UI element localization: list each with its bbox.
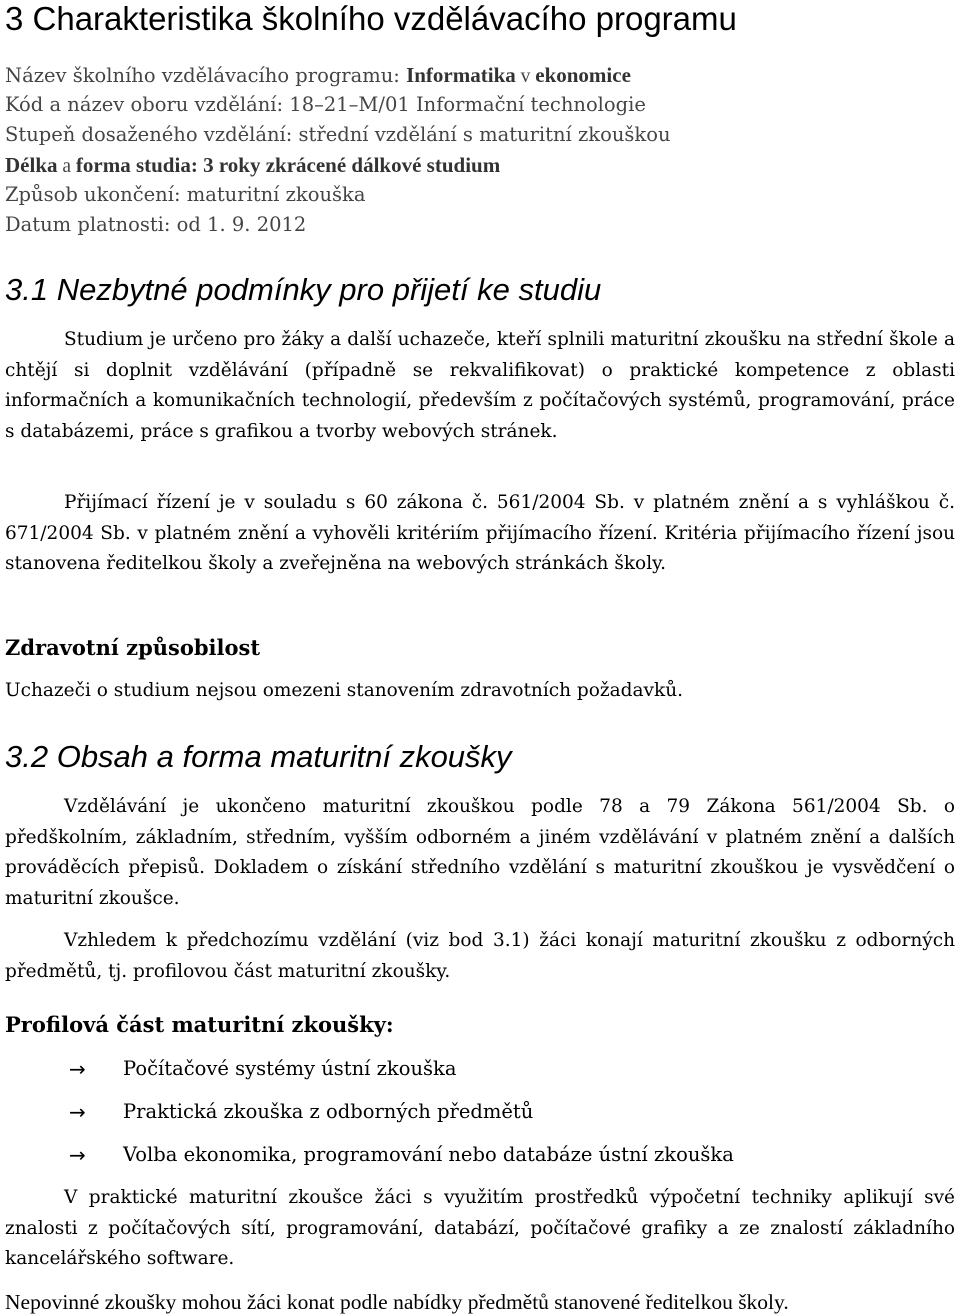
length-label-2: forma studia [75, 153, 191, 177]
heading-3-1: 3.1 Nezbytné podmínky pro přijetí ke studiu [5, 272, 602, 307]
validity-row: Datum platnosti: od 1. 9. 2012 [5, 213, 307, 236]
length-label: Délka [5, 153, 58, 177]
section-title: 3 Charakteristika školního vzdělávacího programu [5, 0, 737, 37]
completion-row: Způsob ukončení: maturitní zkouška [5, 183, 366, 206]
length-mid: a [57, 156, 76, 177]
arrow-right-icon: → [69, 1143, 86, 1167]
admission-law-paragraph: Přijímací řízení je v souladu s 60 zákona č. 561/2004 Sb. v platném znění a s vyhláškou č. 671/2004 Sb. v platném znění a vyhověli kritériím přijímacího řízení. Kritéria přijímacího řízení jsou stanovena ředitelkou školy a zveřejněna na webových stránkách školy. [5, 492, 955, 575]
arrow-right-icon: → [69, 1100, 86, 1124]
health-text: Uchazeči o studium nejsou omezeni stanovením zdravotních požadavků. [5, 680, 683, 701]
program-name-value-1: Informatika [406, 63, 516, 87]
heading-3-2: 3.2 Obsah a forma maturitní zkoušky [5, 739, 512, 774]
length-row [5, 150, 671, 180]
field-row: Kód a název oboru vzdělání: 18–21–M/01 Informační technologie [5, 93, 646, 116]
level-row: Stupeň dosaženého vzdělání: střední vzdělání s maturitní zkouškou [5, 123, 671, 146]
program-name-row [5, 60, 671, 90]
program-info [5, 60, 671, 240]
exam-paragraph: Vzdělávání je ukončeno maturitní zkouškou podle 78 a 79 Zákona 561/2004 Sb. o předškolním, základním, středním, vyšším odborném a jiném vzdělávání v platném znění a dalších prováděcích přepisů. Dokladem o získání středního vzdělání s maturitní zkouškou je vysvědčení o maturitní zkoušce. [5, 796, 955, 910]
health-heading: Zdravotní způsobilost [5, 635, 261, 660]
admission-paragraph: Studium je určeno pro žáky a další uchazeče, kteří splnili maturitní zkoušku na střední škole a chtějí si doplnit vzdělávání (případně se rekvalifikovat) o praktické kompetence z oblasti informačních a komunikačních technologií, především z počítačových systémů, programování, práce s databázemi, práce s grafikou a tvorby webových stránek. [5, 329, 955, 443]
optional-exams-note: Nepovinné zkoušky mohou žáci konat podle nabídky předmětů stanovené ředitelkou školy. [5, 1290, 789, 1314]
program-name-value-2: ekonomice [535, 63, 631, 87]
arrow-right-icon: → [69, 1057, 86, 1081]
length-value: : 3 roky zkrácené dálkové studium [190, 153, 501, 177]
exam-subjects-paragraph: Vzhledem k předchozímu vzdělání (viz bod 3.1) žáci konají maturitní zkoušku z odborných předmětů, tj. profilovou část maturitní zkoušky. [5, 930, 955, 982]
practical-exam-paragraph: V praktické maturitní zkoušce žáci s využitím prostředků výpočetní techniky aplikují své znalosti z počítačových sítí, programování, databází, počítačové grafiky a ze znalostí základního kancelářského software. [5, 1187, 955, 1270]
profile-heading: Profilová část maturitní zkoušky: [5, 1012, 394, 1037]
program-name-sep: v [515, 66, 536, 87]
program-name-label: Název školního vzdělávacího programu: [5, 64, 407, 87]
